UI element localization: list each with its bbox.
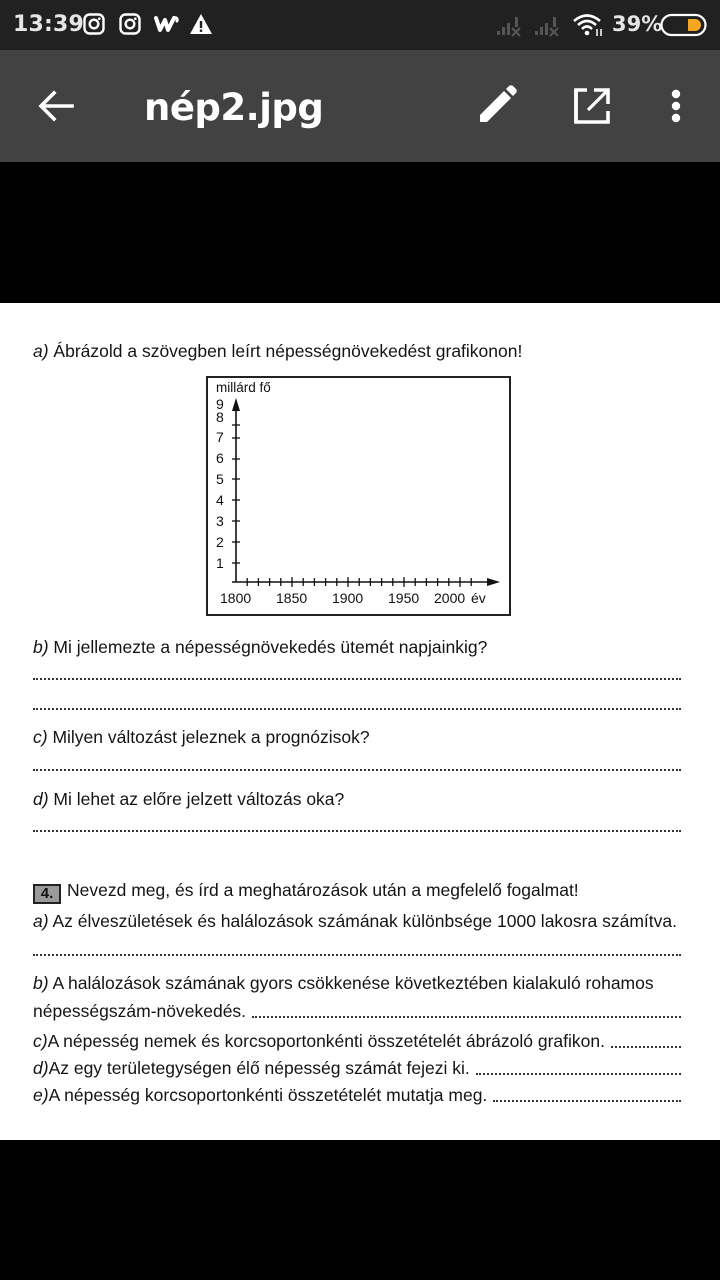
y-tick-label: 8 [216,409,224,425]
question-text: Mi lehet az előre jelzett változás oka? [48,789,345,809]
answer-line [33,678,681,680]
y-axis-label: millárd fő [216,380,271,395]
instagram-icon [119,13,141,40]
x-tick-label: 1950 [388,590,420,606]
answer-line [33,769,681,771]
question-text: Mi jellemezte a népességnövekedés ütemét napjainkig? [48,637,488,657]
item-text: Az élveszületések és halálozások számának különbsége 1000 lakosra számítva. [48,911,677,931]
instagram-icon [83,13,105,40]
x-tick-label: 1850 [276,590,308,606]
y-tick-label: 3 [216,513,224,529]
task-4d [33,1058,681,1079]
x-tick-label: 1900 [332,590,364,606]
open-external-icon [568,82,616,130]
signal-no-service-icon [534,15,562,42]
signal-no-service-icon [496,15,524,42]
task-number-badge: 4. [33,884,61,904]
y-tick-label: 5 [216,471,224,487]
y-tick-label: 7 [216,429,224,445]
y-tick-label: 9 [216,396,224,412]
w-app-icon [154,15,180,38]
task-4c [33,1031,681,1052]
item-label: c) [33,1031,48,1051]
answer-line [476,1073,681,1075]
item-text: népességszám-növekedés. [33,1001,247,1021]
task-title-text: Nevezd meg, és írd a meghatározások után a megfelelő fogalmat! [67,880,579,900]
image-viewer[interactable] [0,162,720,1280]
chart-axes [208,378,509,614]
edit-icon [472,82,520,130]
item-text: A népesség nemek és korcsoportonkénti összetételét ábrázoló grafikon. [47,1031,605,1051]
arrow-back-icon [32,84,80,128]
app-bar [0,50,720,162]
question-label: a) [33,341,49,361]
back-button[interactable] [32,84,80,128]
y-tick-label: 1 [216,555,224,571]
task-4-title [33,880,579,904]
x-tick-label: 1800 [220,590,252,606]
question-3b [33,637,487,658]
battery-percent: 39% [612,12,663,36]
item-label: b) [33,973,49,993]
item-text: Az egy területegységen élő népesség számát fejezi ki. [48,1058,470,1078]
answer-line [493,1100,681,1102]
y-tick-label: 6 [216,450,224,466]
answer-line [33,830,681,832]
item-text: A halálozások számának gyors csökkenése következtében kialakuló rohamos [48,973,654,993]
task-4b-line2 [33,1001,681,1022]
x-tick-label: 2000 [434,590,466,606]
file-title: nép2.jpg [144,86,324,129]
answer-line [252,1016,681,1018]
item-label: a) [33,911,49,931]
question-label: b) [33,637,49,657]
answer-line [33,708,681,710]
y-tick-label: 4 [216,492,224,508]
empty-population-chart [206,376,511,616]
edit-button[interactable] [472,82,520,130]
question-3d [33,789,344,810]
question-text: Milyen változást jeleznek a prognózisok? [47,727,370,747]
more-options-button[interactable] [652,82,700,130]
task-4b [33,973,654,994]
answer-line [611,1046,681,1048]
question-3a [33,341,522,362]
battery-icon [660,13,708,42]
more-vert-icon [652,82,700,130]
task-4e [33,1085,681,1106]
task-4a [33,911,677,932]
item-text: A népesség korcsoportonkénti összetételét mutatja meg. [48,1085,488,1105]
status-time: 13:39 [13,12,85,37]
document-image [0,303,720,1140]
question-label: c) [33,727,48,747]
item-label: d) [33,1058,49,1078]
item-label: e) [33,1085,49,1105]
answer-line [33,954,681,956]
warning-icon [189,13,213,40]
open-external-button[interactable] [568,82,616,130]
y-tick-label: 2 [216,534,224,550]
question-text: Ábrázold a szövegben leírt népességnövekedést grafikonon! [48,341,523,361]
x-axis-label: év [471,590,486,606]
question-label: d) [33,789,49,809]
status-bar [0,0,720,50]
question-3c [33,727,370,748]
wifi-icon [572,13,604,42]
